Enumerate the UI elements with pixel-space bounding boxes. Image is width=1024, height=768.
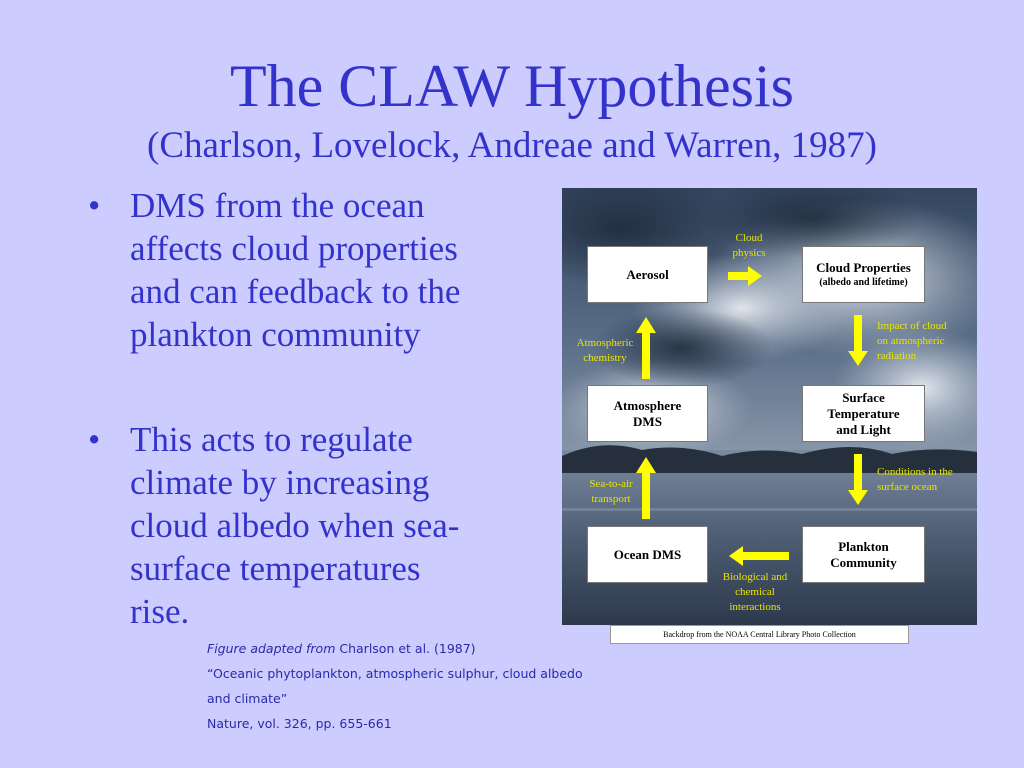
cloud-properties-label: Cloud Properties xyxy=(816,260,911,275)
slide-title: The CLAW Hypothesis xyxy=(229,53,795,119)
label-line: Impact of cloud xyxy=(877,320,947,332)
bullet-list xyxy=(88,184,528,695)
cloud-physics-label xyxy=(712,231,786,261)
label-line: Biological and xyxy=(722,571,788,583)
citation-source: Charlson et al. (1987) xyxy=(335,641,476,656)
label-line: Cloud xyxy=(735,232,763,244)
bullet-icon: • xyxy=(88,420,101,459)
bullet-item-climate xyxy=(88,418,528,633)
bullet-line: cloud albedo when sea- xyxy=(130,506,460,545)
arrow-right-icon xyxy=(728,266,762,286)
bullet-line: and can feedback to the xyxy=(130,272,461,311)
citation-journal: Nature, vol. 326, pp. 655-661 xyxy=(207,716,392,731)
surface-temperature-line: Surface xyxy=(842,389,885,405)
label-line: on atmospheric xyxy=(877,335,945,347)
bullet-item-dms xyxy=(88,184,528,356)
plankton-community-line: Plankton xyxy=(838,538,889,554)
conditions-label xyxy=(877,465,975,495)
bullet-line: plankton community xyxy=(130,315,421,354)
bullet-line: surface temperatures xyxy=(130,549,421,588)
label-line: surface ocean xyxy=(877,481,938,493)
aerosol-label: Aerosol xyxy=(626,266,669,282)
label-line: interactions xyxy=(729,601,781,613)
label-line: Sea-to-air xyxy=(589,478,633,490)
atmosphere-dms-line: DMS xyxy=(633,413,662,429)
atmosphere-dms-box xyxy=(587,385,708,442)
arrow-left-icon xyxy=(729,546,789,566)
ocean-dms-label: Ocean DMS xyxy=(613,546,682,562)
citation-italic: Figure adapted from xyxy=(207,641,336,656)
surface-temperature-box xyxy=(802,385,925,442)
surface-temperature-line: and Light xyxy=(836,421,891,437)
citation-article-title-cont: and climate” xyxy=(207,691,288,706)
bullet-line: This acts to regulate xyxy=(130,420,413,459)
label-line: physics xyxy=(732,247,766,259)
figure-citation xyxy=(207,636,607,736)
atmosphere-dms-line: Atmosphere xyxy=(613,397,682,413)
photo-credit: Backdrop from the NOAA Central Library Photo Collection xyxy=(610,625,909,644)
arrow-down-icon xyxy=(848,454,868,505)
slide-subtitle: (Charlson, Lovelock, Andreae and Warren, 1987) xyxy=(147,125,877,166)
plankton-community-line: Community xyxy=(830,554,897,570)
bullet-line: affects cloud properties xyxy=(130,229,458,268)
label-line: Atmospheric xyxy=(576,337,634,349)
label-line: transport xyxy=(591,493,631,505)
label-line: Conditions in the xyxy=(877,466,953,478)
atmospheric-chemistry-label xyxy=(564,336,646,366)
label-line: chemical xyxy=(735,586,775,598)
bullet-line: DMS from the ocean xyxy=(130,186,425,225)
arrow-down-icon xyxy=(848,315,868,366)
plankton-community-box xyxy=(802,526,925,583)
ocean-dms-box xyxy=(587,526,708,583)
label-line: chemistry xyxy=(583,352,627,364)
claw-diagram xyxy=(562,188,977,625)
label-line: radiation xyxy=(877,350,917,362)
cloud-properties-sublabel: (albedo and lifetime) xyxy=(819,277,908,288)
citation-source-line xyxy=(207,636,607,661)
biological-chemical-label xyxy=(708,570,802,615)
bullet-icon: • xyxy=(88,186,101,225)
surface-temperature-line: Temperature xyxy=(827,405,900,421)
bullet-line: rise. xyxy=(130,592,190,631)
bullet-line: climate by increasing xyxy=(130,463,430,502)
aerosol-box xyxy=(587,246,708,303)
cloud-properties-box xyxy=(802,246,925,303)
sea-to-air-label xyxy=(574,477,648,507)
impact-label xyxy=(877,319,975,364)
citation-article-title: “Oceanic phytoplankton, atmospheric sulphur, cloud albedo xyxy=(207,666,583,681)
